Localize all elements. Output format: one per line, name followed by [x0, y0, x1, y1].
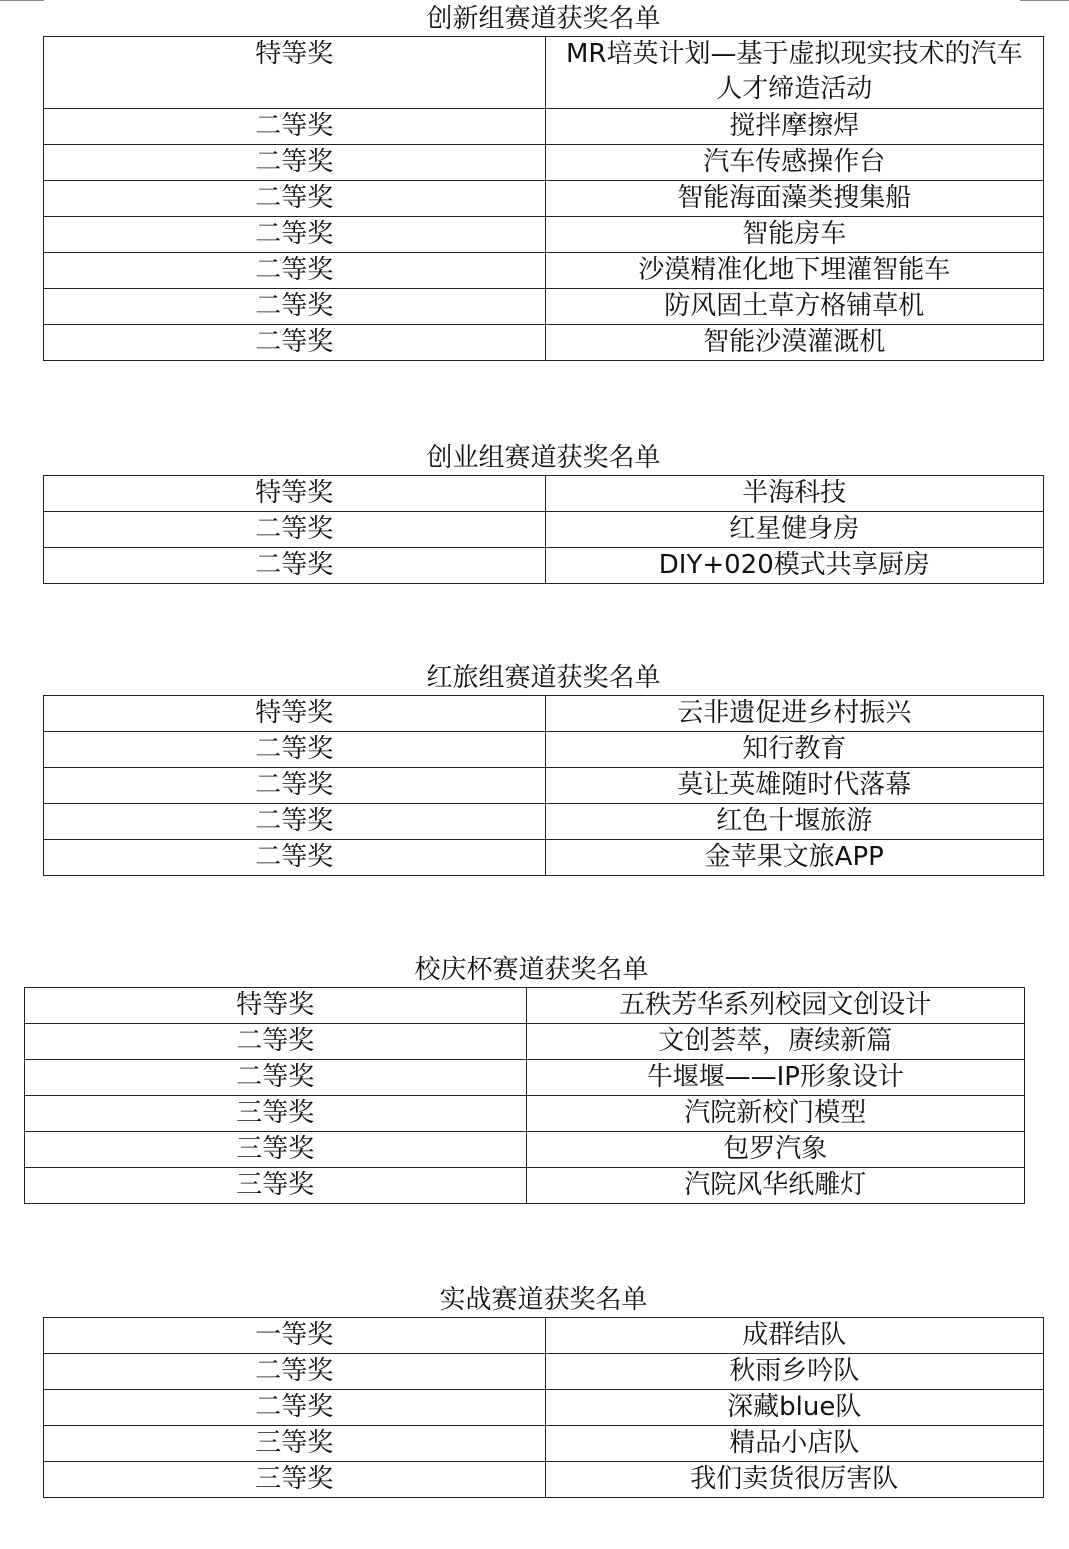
table-row: [44, 181, 1044, 217]
section-title: 实战赛道获奖名单: [439, 1285, 648, 1315]
prize-cell: 二等奖: [25, 1024, 527, 1060]
project-cell: MR培英计划—基于虚拟现实技术的汽车人才缔造活动: [545, 37, 1044, 109]
project-cell: 深藏blue队: [545, 1390, 1044, 1426]
section-innovation: [43, 2, 1044, 361]
section-startup: [43, 441, 1044, 584]
prize-cell: 三等奖: [44, 1462, 546, 1498]
project-cell: 汽院新校门模型: [526, 1096, 1025, 1132]
prize-cell: 三等奖: [25, 1168, 527, 1204]
project-cell: 半海科技: [545, 476, 1044, 512]
table-row: [44, 512, 1044, 548]
table-row: [44, 145, 1044, 181]
prize-cell: 二等奖: [44, 1390, 546, 1426]
award-table: [43, 36, 1044, 361]
prize-cell: 二等奖: [25, 1060, 527, 1096]
prize-cell: 二等奖: [44, 1354, 546, 1390]
project-cell: 智能房车: [545, 217, 1044, 253]
project-cell: 云非遗促进乡村振兴: [545, 696, 1044, 732]
project-cell: 智能海面藻类搜集船: [545, 181, 1044, 217]
table-row: [44, 1390, 1044, 1426]
section-anniversary-cup: [24, 953, 1025, 1204]
prize-cell: 特等奖: [44, 696, 546, 732]
table-row: [44, 217, 1044, 253]
table-row: [44, 37, 1044, 109]
top-right-rule: [1020, 0, 1069, 1]
prize-cell: 二等奖: [44, 768, 546, 804]
table-row: [25, 1060, 1025, 1096]
project-cell: 沙漠精准化地下埋灌智能车: [545, 253, 1044, 289]
prize-cell: 二等奖: [44, 732, 546, 768]
prize-cell: 二等奖: [44, 512, 546, 548]
prize-cell: 特等奖: [44, 37, 546, 109]
prize-cell: 二等奖: [44, 145, 546, 181]
prize-cell: 二等奖: [44, 217, 546, 253]
project-cell: 成群结队: [545, 1318, 1044, 1354]
top-left-rule: [0, 0, 44, 1]
prize-cell: 特等奖: [25, 988, 527, 1024]
table-row: [44, 1462, 1044, 1498]
project-cell: 汽车传感操作台: [545, 145, 1044, 181]
table-row: [44, 289, 1044, 325]
table-row: [25, 1096, 1025, 1132]
table-row: [44, 840, 1044, 876]
prize-cell: 二等奖: [44, 804, 546, 840]
table-row: [44, 732, 1044, 768]
project-cell: 金苹果文旅APP: [545, 840, 1044, 876]
table-row: [44, 1354, 1044, 1390]
table-row: [44, 109, 1044, 145]
table-row: [44, 804, 1044, 840]
table-row: [44, 548, 1044, 584]
prize-cell: 二等奖: [44, 325, 546, 361]
table-row: [44, 325, 1044, 361]
project-cell: 五秩芳华系列校园文创设计: [526, 988, 1025, 1024]
table-row: [44, 253, 1044, 289]
table-row: [25, 1024, 1025, 1060]
section-practical: [43, 1283, 1044, 1498]
project-cell: 莫让英雄随时代落幕: [545, 768, 1044, 804]
table-row: [25, 1132, 1025, 1168]
table-row: [25, 988, 1025, 1024]
prize-cell: 二等奖: [44, 109, 546, 145]
project-cell: 汽院风华纸雕灯: [526, 1168, 1025, 1204]
prize-cell: 三等奖: [25, 1096, 527, 1132]
section-title: 创新组赛道获奖名单: [426, 4, 661, 34]
prize-cell: 二等奖: [44, 181, 546, 217]
prize-cell: 二等奖: [44, 840, 546, 876]
section-title: 红旅组赛道获奖名单: [426, 663, 661, 693]
table-row: [25, 1168, 1025, 1204]
table-row: [44, 1318, 1044, 1354]
project-cell: 红星健身房: [545, 512, 1044, 548]
section-title: 校庆杯赛道获奖名单: [414, 955, 649, 985]
award-table: [43, 475, 1044, 584]
prize-cell: 一等奖: [44, 1318, 546, 1354]
project-cell: 精品小店队: [545, 1426, 1044, 1462]
section-title: 创业组赛道获奖名单: [426, 443, 661, 473]
project-cell: 秋雨乡吟队: [545, 1354, 1044, 1390]
project-cell: 包罗汽象: [526, 1132, 1025, 1168]
prize-cell: 二等奖: [44, 289, 546, 325]
project-cell: 智能沙漠灌溉机: [545, 325, 1044, 361]
section-red-tourism: [43, 661, 1044, 876]
table-row: [44, 476, 1044, 512]
award-table: [24, 987, 1025, 1204]
project-cell: 文创荟萃，赓续新篇: [526, 1024, 1025, 1060]
project-cell: 牛堰堰——IP形象设计: [526, 1060, 1025, 1096]
table-row: [44, 1426, 1044, 1462]
prize-cell: 二等奖: [44, 253, 546, 289]
award-table: [43, 695, 1044, 876]
project-cell: 我们卖货很厉害队: [545, 1462, 1044, 1498]
project-cell: 防风固土草方格铺草机: [545, 289, 1044, 325]
table-row: [44, 768, 1044, 804]
project-cell: 知行教育: [545, 732, 1044, 768]
prize-cell: 二等奖: [44, 548, 546, 584]
prize-cell: 三等奖: [44, 1426, 546, 1462]
table-row: [44, 696, 1044, 732]
project-cell: 搅拌摩擦焊: [545, 109, 1044, 145]
award-table: [43, 1317, 1044, 1498]
project-cell: DIY+020模式共享厨房: [545, 548, 1044, 584]
prize-cell: 特等奖: [44, 476, 546, 512]
project-cell: 红色十堰旅游: [545, 804, 1044, 840]
prize-cell: 三等奖: [25, 1132, 527, 1168]
